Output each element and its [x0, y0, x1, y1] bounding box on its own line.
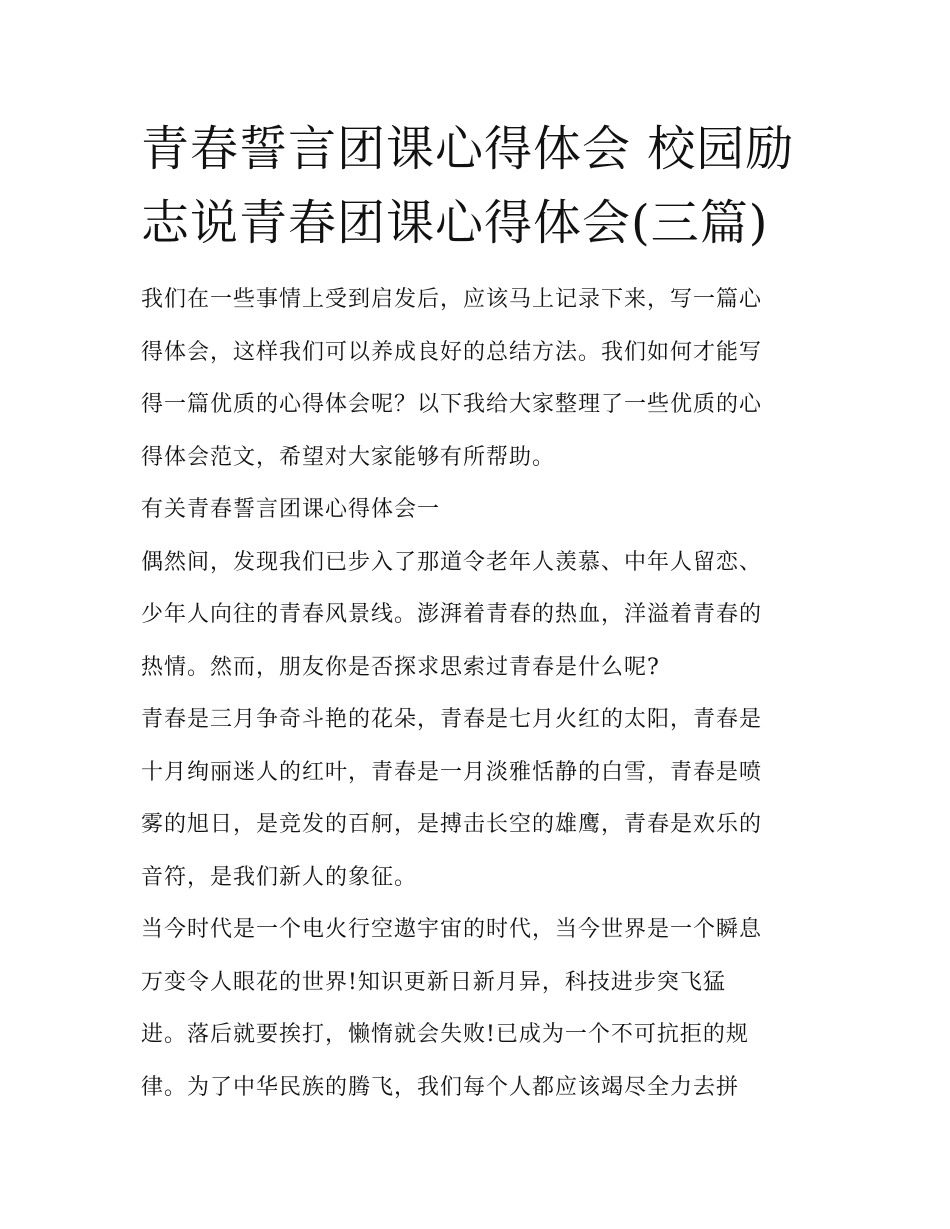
- intro-line: 得体会，这样我们可以养成良好的总结方法。我们如何才能写: [141, 339, 763, 365]
- intro-line: 得体会范文，希望对大家能够有所帮助。: [141, 444, 556, 470]
- paragraph-line: 热情。然而，朋友你是否探求思索过青春是什么呢?: [141, 654, 660, 680]
- document-body: [141, 280, 821, 1120]
- paragraph-line: 十月绚丽迷人的红叶，青春是一月淡雅恬静的白雪，青春是喷: [141, 759, 763, 785]
- paragraph-line: 少年人向往的青春风景线。澎湃着青春的热血，洋溢着青春的: [141, 602, 763, 627]
- intro-line: 我们在一些事情上受到启发后，应该马上记录下来，写一篇心: [141, 287, 763, 312]
- paragraph-line: 音符，是我们新人的象征。: [141, 864, 418, 890]
- paragraph-line: 当今时代是一个电火行空遨宇宙的时代，当今世界是一个瞬息: [141, 917, 763, 942]
- document-title: [141, 112, 821, 260]
- title-line: 志说青春团课心得体会(三篇): [141, 195, 769, 251]
- intro-line: 得一篇优质的心得体会呢？以下我给大家整理了一些优质的心: [141, 392, 763, 417]
- paragraph-line: 青春是三月争奇斗艳的花朵，青春是七月火红的太阳，青春是: [141, 707, 763, 732]
- paragraph-line: 律。为了中华民族的腾飞，我们每个人都应该竭尽全力去拼: [141, 1074, 740, 1100]
- paragraph-line: 进。落后就要挨打，懒惰就会失败!已成为一个不可抗拒的规: [141, 1022, 749, 1047]
- section-heading: 有关青春誓言团课心得体会一: [141, 497, 441, 522]
- paragraph-line: 雾的旭日，是竞发的百舸，是搏击长空的雄鹰，青春是欢乐的: [141, 812, 763, 837]
- title-line: 青春誓言团课心得体会 校园励: [141, 121, 795, 177]
- paragraph-line: 万变令人眼花的世界!知识更新日新月异，科技进步突飞猛: [141, 969, 726, 995]
- paragraph-line: 偶然间，发现我们已步入了那道令老年人羡慕、中年人留恋、: [141, 549, 763, 575]
